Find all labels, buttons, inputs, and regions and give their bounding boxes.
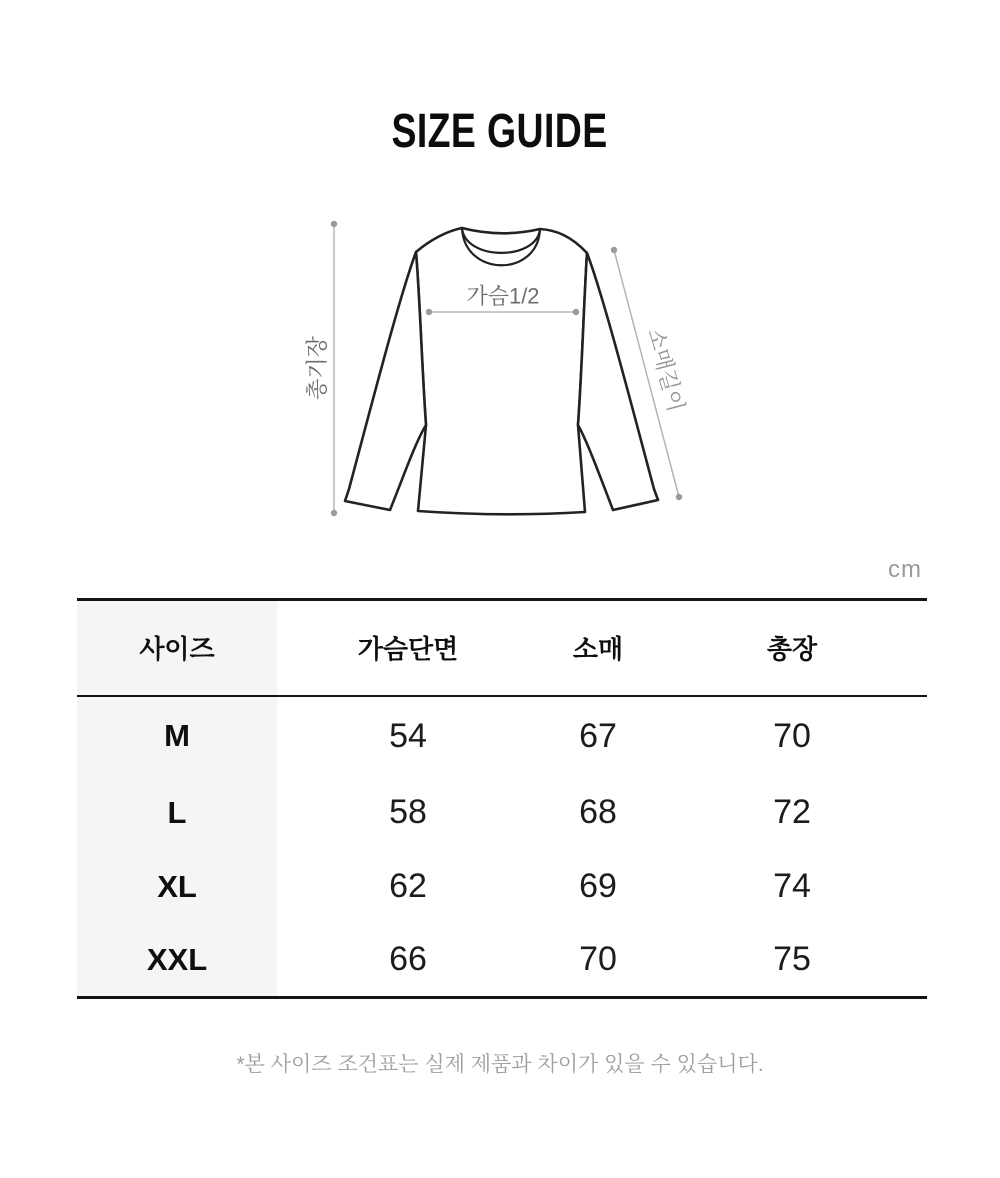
size-table-header-row [77,600,927,696]
page-title-text: SIZE GUIDE [391,105,609,158]
label-chest-half: 가슴1/2 [466,283,540,309]
chest-value: 54 [389,716,427,755]
table-row-xl [77,850,927,924]
size-cell: L [77,776,277,850]
sleeve-value: 70 [579,940,617,979]
length-value: 70 [773,716,811,755]
chest-value: 58 [389,793,427,831]
table-row-m [77,696,927,776]
sleeve-value: 67 [579,716,617,755]
size-cell: XL [77,850,277,924]
table-row-l [77,776,927,850]
label-total-length: 총기장 [304,336,330,400]
table-row-xxl [77,924,927,998]
column-header-chest: 가슴단면 [277,600,539,696]
shirt-left-sleeve [345,252,426,510]
shirt-illustration [345,228,658,514]
length-value: 72 [773,793,811,831]
shirt-body [416,228,587,514]
unit-label: cm [888,556,922,583]
size-table [77,598,927,999]
length-value: 75 [773,940,811,979]
column-header-size: 사이즈 [77,600,277,696]
garment-measurement-diagram [0,190,1000,570]
label-sleeve-length: 소매길이 [642,325,690,415]
column-header-sleeve: 소매 [539,600,657,696]
column-header-length: 총장 [657,600,927,696]
sleeve-value: 68 [579,793,617,831]
size-cell: XXL [77,924,277,998]
size-disclaimer: *본 사이즈 조건표는 실제 제품과 차이가 있을 수 있습니다. [236,1053,764,1076]
length-value: 74 [773,867,811,905]
sleeve-value: 69 [579,867,617,905]
size-cell: M [77,696,277,776]
chest-value: 62 [389,867,427,905]
shirt-right-sleeve [578,253,658,510]
page-title [0,104,1000,159]
chest-value: 66 [389,940,427,979]
